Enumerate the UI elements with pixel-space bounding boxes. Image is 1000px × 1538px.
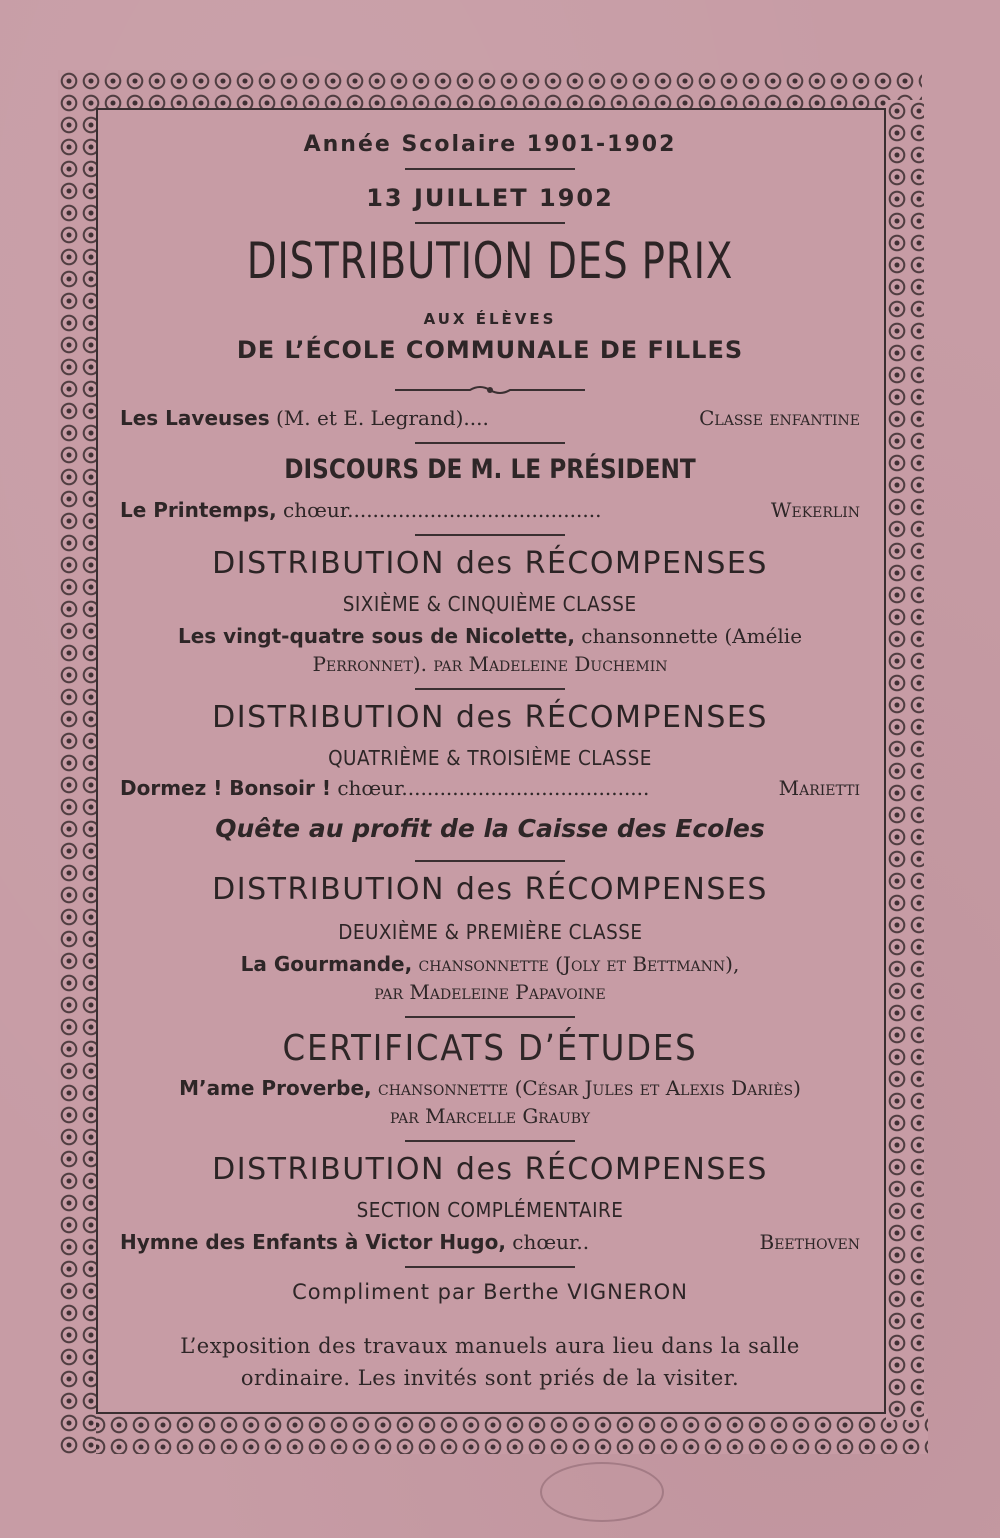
piece-dots: chœur........................................ <box>276 498 602 522</box>
ornamental-border-left <box>58 70 96 1454</box>
library-stamp <box>540 1462 664 1522</box>
divider <box>110 442 870 444</box>
divider <box>110 688 870 690</box>
piece-credit: (M. et E. Legrand).... <box>269 406 489 430</box>
piece-title: Hymne des Enfants à Victor Hugo, <box>120 1230 506 1254</box>
ornamental-border-bottom <box>64 1414 928 1454</box>
flourish-divider <box>110 382 870 402</box>
divider <box>110 860 870 862</box>
divider <box>110 168 870 170</box>
piece-title: Les Laveuses <box>120 406 270 430</box>
program-item-nicolette: Les vingt-quatre sous de Nicolette, chansonnette (Amélie <box>177 624 803 648</box>
compliment-line: Compliment par Berthe VIGNERON <box>292 1280 688 1304</box>
piece-composer: Wekerlin <box>770 498 860 522</box>
ornamental-border-top <box>58 70 922 108</box>
class-label: QUATRIÈME & TROISIÈME CLASSE <box>328 746 652 770</box>
divider <box>110 1266 870 1268</box>
class-label: DEUXIÈME & PREMIÈRE CLASSE <box>337 920 643 944</box>
performer-line: Perronnet). par Madeleine Duchemin <box>312 652 668 676</box>
program-item-hymne <box>120 1230 860 1254</box>
program-item-printemps <box>120 498 860 522</box>
piece-composer: Marietti <box>778 776 860 800</box>
performer-line: par Madeleine Papavoine <box>374 980 606 1004</box>
class-label: SECTION COMPLÉMENTAIRE <box>356 1198 624 1222</box>
certificats-heading: CERTIFICATS D’ÉTUDES <box>282 1028 698 1069</box>
piece-composer: Beethoven <box>759 1230 860 1254</box>
school-year: Année Scolaire 1901-1902 <box>303 132 677 157</box>
section-heading: DISTRIBUTION des RÉCOMPENSES <box>212 1152 768 1187</box>
discours-heading: DISCOURS DE M. LE PRÉSIDENT <box>284 454 696 485</box>
divider <box>110 1016 870 1018</box>
piece-title: Le Printemps, <box>120 498 277 522</box>
exposition-line-2: ordinaire. Les invités sont priés de la visiter. <box>240 1366 740 1390</box>
program-item-laveuses <box>120 406 860 430</box>
event-date: 13 JUILLET 1902 <box>366 184 614 212</box>
section-heading: DISTRIBUTION des RÉCOMPENSES <box>212 546 768 581</box>
divider <box>110 1140 870 1142</box>
section-heading: DISTRIBUTION des RÉCOMPENSES <box>212 872 768 907</box>
ornamental-border-right <box>886 100 924 1420</box>
performer-line: par Marcelle Grauby <box>389 1104 591 1128</box>
program-item-proverbe: M’ame Proverbe, chansonnette (César Jules et Alexis Dariès) <box>179 1076 801 1100</box>
divider <box>110 534 870 536</box>
section-heading: DISTRIBUTION des RÉCOMPENSES <box>212 700 768 735</box>
divider <box>110 222 870 224</box>
program-item-gourmande: La Gourmande, chansonnette (Joly et Bettmann), <box>240 952 740 976</box>
program-item-dormez <box>120 776 860 800</box>
quete-line: Quête au profit de la Caisse des Ecoles <box>215 814 765 843</box>
piece-dots: chœur....................................... <box>330 776 650 800</box>
class-label: SIXIÈME & CINQUIÈME CLASSE <box>343 592 637 616</box>
piece-performer: Classe enfantine <box>699 406 860 430</box>
school-name: DE L’ÉCOLE COMMUNALE DE FILLES <box>236 336 744 364</box>
aux-eleves: AUX ÉLÈVES <box>423 310 557 328</box>
exposition-line-1: L’exposition des travaux manuels aura lieu dans la salle <box>180 1334 800 1358</box>
piece-title: Dormez ! Bonsoir ! <box>120 776 331 800</box>
main-title: DISTRIBUTION DES PRIX <box>246 232 734 290</box>
piece-dots: chœur.. <box>505 1230 590 1254</box>
